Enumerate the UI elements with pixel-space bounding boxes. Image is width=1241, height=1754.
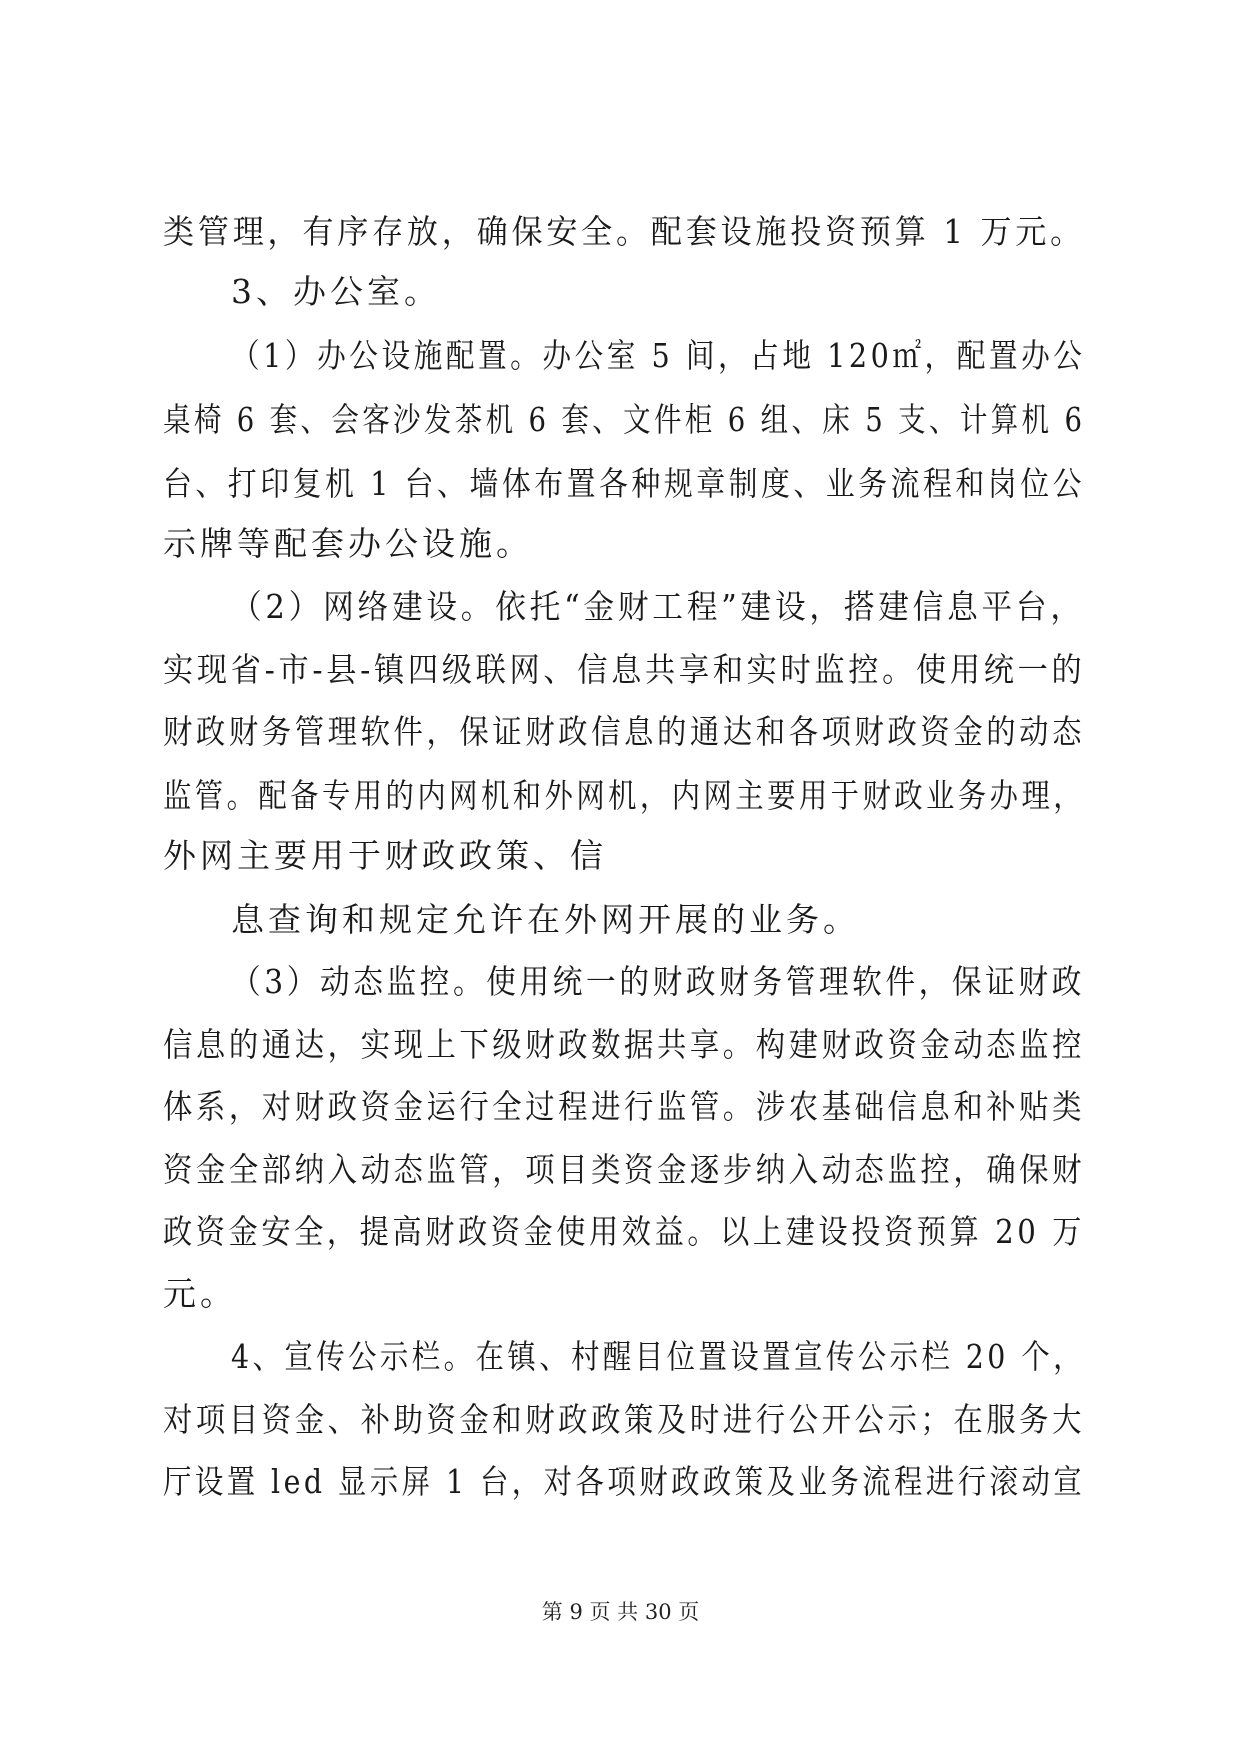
text-line: （3）动态监控。使用统一的财政财务管理软件，保证财政 <box>231 962 1085 1001</box>
text-line: 厅设置 led 显示屏 1 台，对各项财政政策及业务流程进行滚动宣 <box>163 1462 1086 1501</box>
text-line: 类管理，有序存放，确保安全。配套设施投资预算 1 万元。 <box>163 212 1086 251</box>
text-line: 台、打印复机 1 台、墙体布置各种规章制度、业务流程和岗位公 <box>163 464 1085 503</box>
text-line: 4、宣传公示栏。在镇、村醒目位置设置宣传公示栏 20 个， <box>231 1337 1085 1376</box>
text-line: 财政财务管理软件，保证财政信息的通达和各项财政资金的动态 <box>163 712 1086 751</box>
text-line: 桌椅 6 套、会客沙发茶机 6 套、文件柜 6 组、床 5 支、计算机 6 <box>163 400 1086 439</box>
text-line: 实现省-市-县-镇四级联网、信息共享和实时监控。使用统一的 <box>163 650 1086 689</box>
text-line: 外网主要用于财政政策、信 <box>163 836 607 875</box>
text-line: 元。 <box>163 1274 237 1313</box>
text-line: 体系，对财政资金运行全过程进行监管。涉农基础信息和补贴类 <box>163 1087 1086 1126</box>
text-line: 息查询和规定允许在外网开展的业务。 <box>231 900 860 939</box>
text-line: 示牌等配套办公设施。 <box>163 524 533 563</box>
text-line: 监管。配备专用的内网机和外网机，内网主要用于财政业务办理， <box>163 776 1086 815</box>
text-line: 对项目资金、补助资金和财政政策及时进行公开公示；在服务大 <box>163 1400 1086 1439</box>
page-number: 第 9 页 共 30 页 <box>541 1600 700 1624</box>
text-line: （1）办公设施配置。办公室 5 间，占地 120㎡，配置办公 <box>231 336 1086 375</box>
text-line: 政资金安全，提高财政资金使用效益。以上建设投资预算 20 万 <box>163 1212 1085 1251</box>
text-line: 3、办公室。 <box>231 272 441 311</box>
text-line: 资金全部纳入动态监管，项目类资金逐步纳入动态监控，确保财 <box>163 1150 1086 1189</box>
text-line: 信息的通达，实现上下级财政数据共享。构建财政资金动态监控 <box>163 1025 1086 1064</box>
text-line: （2）网络建设。依托“金财工程”建设，搭建信息平台， <box>231 587 1085 626</box>
